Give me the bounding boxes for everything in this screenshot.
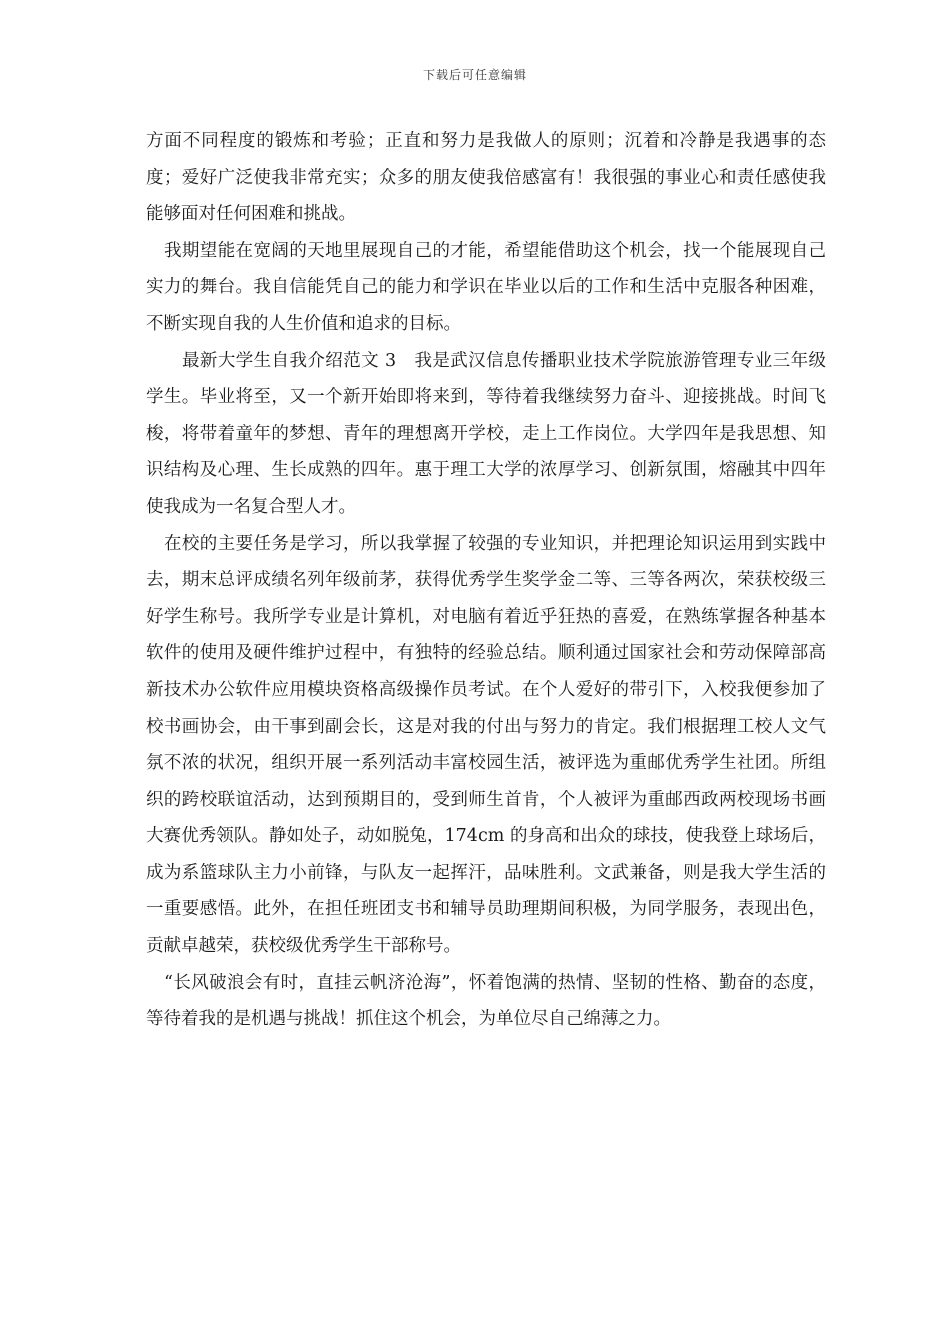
paragraph-4: 在校的主要任务是学习，所以我掌握了较强的专业知识，并把理论知识运用到实践中去，期末总评成绩名列年级前茅，获得优秀学生奖学金二等、三等各两次，荣获校级三好学生称号。我所学专业是计算机，对电脑有着近乎狂热的喜爱，在熟练掌握各种基本软件的使用及硬件维护过程中，有独特的经验总结。顺利通过国家社会和劳动保障部高新技术办公软件应用模块资格高级操作员考试。在个人爱好的带引下，入校我便参加了校书画协会，由干事到副会长，这是对我的付出与努力的肯定。我们根据理工校人文气氛不浓的状况，组织开展一系列活动丰富校园生活，被评选为重邮优秀学生社团。所组织的跨校联谊活动，达到预期目的，受到师生首肯，个人被评为重邮西政两校现场书画大赛优秀领队。静如处子，动如脱兔，174cm 的身高和出众的球技，使我登上球场后，成为系篮球队主力小前锋，与队友一起挥汗，品味胜利。文武兼备，则是我大学生活的一重要感悟。此外，在担任班团支书和辅导员助理期间积极，为同学服务，表现出色，贡献卓越荣，获校级优秀学生干部称号。 <box>146 533 826 957</box>
page-header-note: 下载后可任意编辑 <box>422 68 527 82</box>
paragraph-5: “长风破浪会有时，直挂云帆济沧海”，怀着饱满的热情、坚韧的性格、勤奋的态度，等待着我的是机遇与挑战！抓住这个机会，为单位尽自己绵薄之力。 <box>146 972 826 1030</box>
paragraph-2: 我期望能在宽阔的天地里展现自己的才能，希望能借助这个机会，找一个能展现自己实力的舞台。我自信能凭自己的能力和学识在毕业以后的工作和生活中克服各种困难，不断实现自我的人生价值和追求的目标。 <box>146 240 826 334</box>
paragraph-3: 最新大学生自我介绍范文 3 我是武汉信息传播职业技术学院旅游管理专业三年级学生。毕业将至，又一个新开始即将来到，等待着我继续努力奋斗、迎接挑战。时间飞梭，将带着童年的梦想、青年的理想离开学校，走上工作岗位。大学四年是我思想、知识结构及心理、生长成熟的四年。惠于理工大学的浓厚学习、创新氛围，熔融其中四年使我成为一名复合型人才。 <box>146 350 826 517</box>
document-body <box>146 123 826 1038</box>
paragraph-1: 方面不同程度的锻炼和考验；正直和努力是我做人的原则；沉着和冷静是我遇事的态度；爱好广泛使我非常充实；众多的朋友使我倍感富有！我很强的事业心和责任感使我能够面对任何困难和挑战。 <box>146 131 826 225</box>
